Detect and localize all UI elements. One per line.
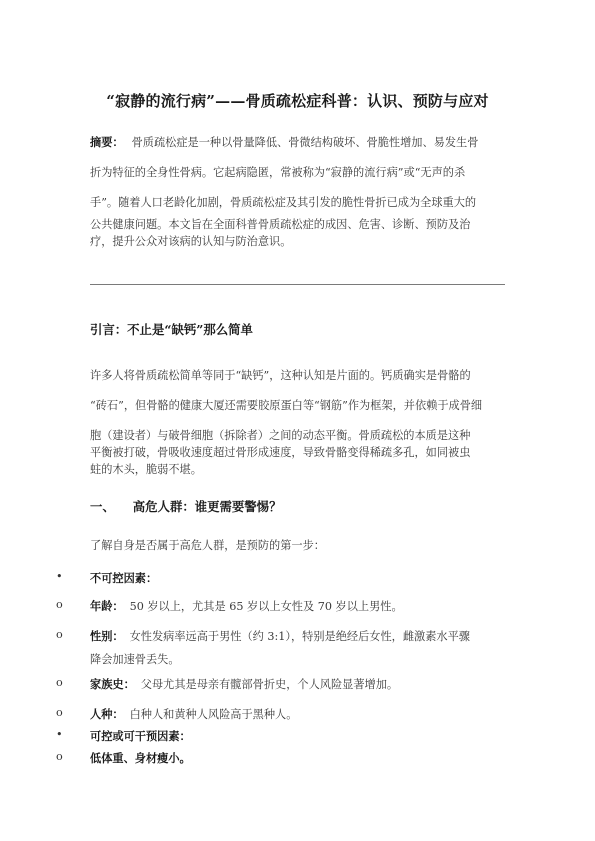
section-number: 一、 [90,499,115,514]
list-item-label: 年龄： [90,599,124,613]
list-item-uncontrollable [56,570,158,586]
list-item-label: 人种： [90,707,124,721]
intro-line: 平衡被打破，骨吸收速度超过骨形成速度，导致骨骼变得稀疏多孔，如同被虫 [90,446,471,459]
abstract-line [90,134,510,164]
intro-paragraph [90,367,510,478]
list-item-gender [56,628,470,667]
list-item-label: 性别： [90,629,124,643]
abstract-line: 手”。随着人口老龄化加剧，骨质疏松症及其引发的脆性骨折已成为全球重大的 [90,196,477,209]
intro-line: “砖石”，但骨骼的健康大厦还需要胶原蛋白等“钢筋”作为框架，并依赖于成骨细 [90,399,483,412]
list-item-label: 可控或可干预因素： [90,729,191,743]
list-item-label: 不可控因素： [90,571,158,585]
section-heading [90,497,281,515]
bullet-icon: • [56,570,63,583]
list-item-text-continued: 降会加速骨丢失。 [90,653,180,666]
abstract-line: 公共健康问题。本文旨在全面科普骨质疏松症的成因、危害、诊断、预防及治 [90,218,471,231]
circle-bullet-icon: o [56,598,63,611]
list-item-text: 白种人和黄种人风险高于黑种人。 [129,708,298,721]
abstract-text: 骨质疏松症是一种以骨量降低、骨微结构破坏、骨脆性增加、易发生骨 [131,136,479,149]
circle-bullet-icon: o [56,706,63,719]
section-lead: 了解自身是否属于高危人群，是预防的第一步： [90,539,325,552]
list-item-race [56,706,298,722]
intro-line: 许多人将骨质疏松简单等同于“缺钙”，这种认知是片面的。钙质确实是骨骼的 [90,369,471,382]
abstract-block [90,134,510,250]
bullet-icon: • [56,728,63,741]
circle-bullet-icon: o [56,676,63,689]
list-item-low-weight [56,750,191,766]
abstract-line: 疗，提升公众对该病的认知与防治意识。 [90,235,292,248]
abstract-line: 折为特征的全身性骨病。它起病隐匿，常被称为“寂静的流行病”或“无声的杀 [90,166,466,179]
list-item-text: 父母尤其是母亲有髋部骨折史，个人风险显著增加。 [140,678,399,691]
list-item-controllable [56,728,191,744]
abstract-label: 摘要： [90,135,124,149]
list-item-text: 女性发病率远高于男性（约 3:1），特别是绝经后女性，雌激素水平骤 [129,630,470,643]
list-item-age [56,598,403,614]
list-item-family-history [56,676,399,692]
list-item-label: 低体重、身材瘦小。 [90,751,191,765]
intro-line: 胞（建设者）与破骨细胞（拆除者）之间的动态平衡。骨质疏松的本质是这种 [90,429,471,442]
intro-line: 蛀的木头，脆弱不堪。 [90,463,202,476]
horizontal-divider [90,284,505,285]
intro-heading: 引言：不止是“缺钙”那么简单 [90,322,253,337]
circle-bullet-icon: o [56,750,63,763]
circle-bullet-icon: o [56,628,63,641]
list-item-label: 家族史： [90,677,135,691]
document-title: “寂静的流行病”——骨质疏松症科普：认识、预防与应对 [106,92,489,110]
section-title: 高危人群：谁更需要警惕？ [132,499,282,514]
list-item-text: 50 岁以上，尤其是 65 岁以上女性及 70 岁以上男性。 [129,600,403,613]
